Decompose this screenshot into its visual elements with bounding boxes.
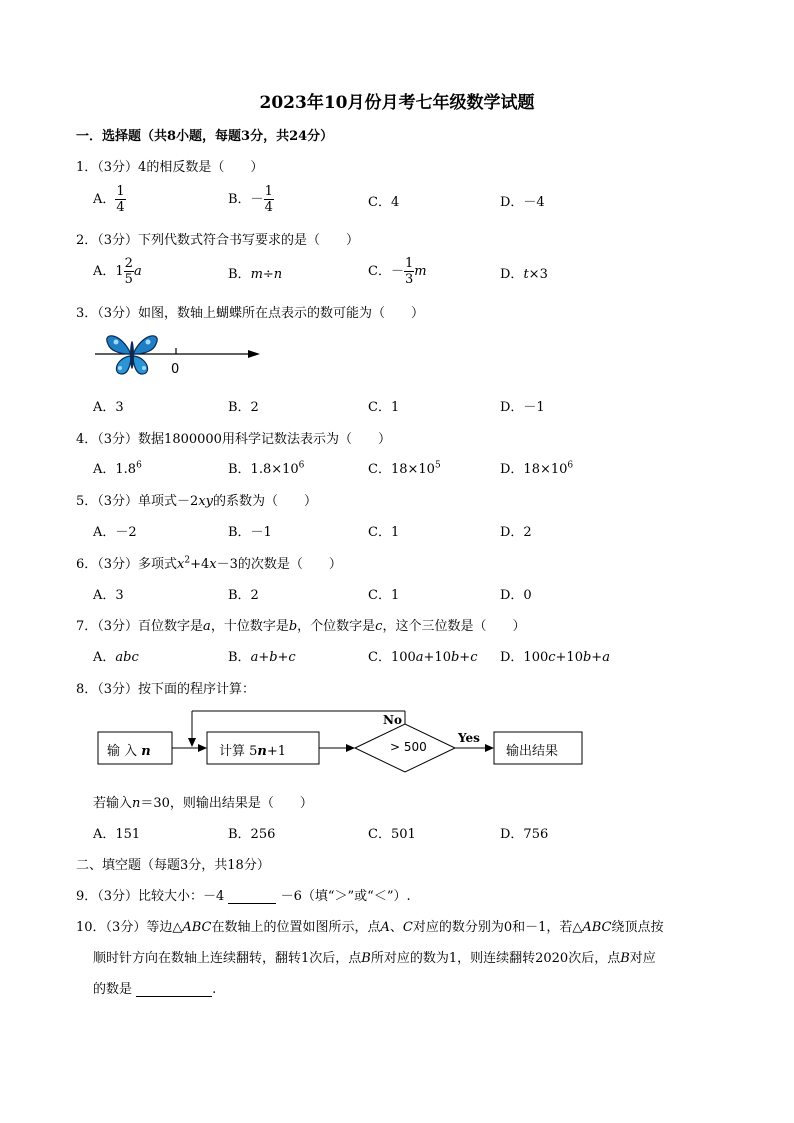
question-3-option-b[interactable]: B．2 bbox=[228, 400, 259, 415]
variable: n bbox=[132, 796, 141, 811]
question-5-option-d[interactable]: D．2 bbox=[500, 525, 532, 540]
stem-text: －6（填“＞”或“＜”）. bbox=[280, 889, 411, 904]
question-3-stem: 3．（3分）如图，数轴上蝴蝶所在点表示的数可能为（ ） bbox=[76, 306, 425, 321]
stem-text: 5．（3分）单项式－2 bbox=[76, 494, 199, 509]
stem-text: 10．（3分）等边△ bbox=[76, 920, 183, 935]
question-5-option-a[interactable]: A．－2 bbox=[93, 525, 137, 540]
label-text: +1 bbox=[266, 744, 287, 759]
question-10-line-1 bbox=[76, 916, 664, 935]
variable: n bbox=[257, 744, 267, 759]
expression: a+b+c bbox=[250, 650, 296, 665]
exponent: 6 bbox=[136, 460, 142, 471]
variable: b bbox=[450, 650, 460, 665]
fraction bbox=[115, 184, 125, 215]
fraction bbox=[264, 184, 274, 215]
question-8-option-b[interactable]: B．256 bbox=[228, 827, 276, 842]
question-10-line-3 bbox=[93, 978, 216, 997]
numerator: 1 bbox=[404, 256, 414, 271]
variable: x bbox=[209, 557, 217, 572]
denominator: 3 bbox=[404, 272, 414, 287]
variable: n bbox=[141, 744, 151, 759]
stem-text: －3的次数是（ ） bbox=[216, 557, 342, 572]
variable: t bbox=[523, 267, 529, 282]
variable: ABC bbox=[182, 920, 212, 935]
stem-text: 在数轴上的位置如图所示，点 bbox=[211, 920, 381, 935]
stem-text: . bbox=[212, 982, 217, 997]
stem-text: 6．（3分）多项式 bbox=[76, 557, 178, 572]
question-8-option-c[interactable]: C．501 bbox=[368, 827, 416, 842]
input-box-label bbox=[107, 740, 151, 759]
diamond-label: > 500 bbox=[390, 740, 427, 754]
question-2-option-d[interactable] bbox=[500, 263, 548, 282]
stem-text: 对应的数分别为0和－1，若△ bbox=[412, 920, 583, 935]
question-1-stem: 1．（3分）4的相反数是（ ） bbox=[76, 160, 264, 175]
question-1-option-b[interactable] bbox=[228, 184, 274, 215]
question-7-option-d[interactable] bbox=[500, 646, 610, 665]
page-title: 2023年10月份月考七年级数学试题 bbox=[259, 93, 535, 113]
no-label: No bbox=[383, 713, 402, 727]
butterfly-icon bbox=[107, 336, 157, 374]
expression-part: + bbox=[459, 650, 471, 665]
stem-text: +4 bbox=[190, 557, 210, 572]
question-2-option-b[interactable] bbox=[228, 263, 282, 282]
option-label: D．18×10 bbox=[500, 462, 568, 477]
question-1-option-a[interactable] bbox=[93, 184, 126, 215]
number-line-figure bbox=[90, 328, 270, 380]
question-9 bbox=[76, 885, 411, 904]
option-label: B． bbox=[228, 267, 251, 282]
exponent: 6 bbox=[567, 460, 574, 471]
variable: B bbox=[361, 951, 371, 966]
variable: c bbox=[548, 650, 556, 665]
question-8-option-d[interactable]: D．756 bbox=[500, 827, 549, 842]
numerator: 1 bbox=[116, 184, 125, 199]
fraction bbox=[124, 256, 134, 287]
stem-text: ，这个三位数是（ ） bbox=[382, 619, 526, 634]
arrow-head bbox=[198, 744, 207, 752]
calc-box-label bbox=[219, 740, 286, 759]
question-8-condition bbox=[93, 792, 313, 811]
option-label: B．－ bbox=[228, 192, 264, 207]
expression-rest: ×3 bbox=[528, 267, 548, 282]
fraction bbox=[404, 256, 414, 287]
question-5-option-c[interactable]: C．1 bbox=[368, 525, 400, 540]
variable: A bbox=[380, 920, 390, 935]
exponent: 6 bbox=[298, 460, 305, 471]
question-10-line-2 bbox=[93, 947, 656, 966]
stem-text: 的系数为（ ） bbox=[213, 494, 318, 509]
yes-label: Yes bbox=[458, 731, 480, 745]
question-6-option-b[interactable]: B．2 bbox=[228, 588, 259, 603]
variable: a bbox=[415, 650, 424, 665]
stem-text: 若输入 bbox=[93, 796, 133, 811]
question-4-option-d[interactable] bbox=[500, 458, 573, 477]
option-label: A．1 bbox=[93, 264, 124, 279]
question-6-stem bbox=[76, 553, 342, 572]
question-3-option-c[interactable]: C．1 bbox=[368, 400, 400, 415]
option-label: A． bbox=[93, 650, 116, 665]
stem-text: ，十位数字是 bbox=[210, 619, 289, 634]
question-4-option-a[interactable] bbox=[93, 458, 142, 477]
exponent: 2 bbox=[184, 555, 191, 566]
exponent: 5 bbox=[434, 460, 441, 471]
label-text: 输 入 bbox=[107, 744, 138, 759]
section-1-heading: 一．选择题（共8小题，每题3分，共24分） bbox=[76, 129, 334, 144]
option-label: D． bbox=[500, 267, 524, 282]
question-2-option-a[interactable] bbox=[93, 256, 142, 287]
question-3-option-d[interactable]: D．－1 bbox=[500, 400, 545, 415]
question-2-stem: 2．（3分）下列代数式符合书写要求的是（ ） bbox=[76, 233, 360, 248]
question-6-option-a[interactable]: A．3 bbox=[93, 588, 124, 603]
numerator: 1 bbox=[264, 184, 273, 199]
label-text: 计算 5 bbox=[219, 744, 258, 759]
question-8-stem: 8．（3分）按下面的程序计算： bbox=[76, 682, 256, 697]
variable: m bbox=[414, 264, 427, 279]
variable: B bbox=[620, 951, 630, 966]
expression: abc bbox=[115, 650, 139, 665]
question-2-option-c[interactable] bbox=[368, 256, 427, 287]
option-label: B．1.8×10 bbox=[228, 462, 299, 477]
axis-arrow bbox=[248, 350, 260, 358]
variable: a bbox=[133, 264, 142, 279]
variable: a bbox=[602, 650, 610, 665]
answer-blank[interactable] bbox=[228, 903, 276, 904]
stem-text: 对应 bbox=[629, 951, 656, 966]
variable: c bbox=[470, 650, 478, 665]
variable: ABC bbox=[582, 920, 612, 935]
stem-text: 绕顶点按 bbox=[611, 920, 664, 935]
question-4-option-c[interactable] bbox=[368, 458, 441, 477]
stem-text: 的数是 bbox=[93, 982, 133, 997]
output-box-label: 输出结果 bbox=[506, 744, 559, 759]
question-6-option-d[interactable]: D．0 bbox=[500, 588, 532, 603]
question-4-stem: 4．（3分）数据1800000用科学记数法表示为（ ） bbox=[76, 432, 391, 447]
arrow-head bbox=[346, 744, 355, 752]
question-4-option-b[interactable] bbox=[228, 458, 304, 477]
question-7-stem bbox=[76, 615, 525, 634]
variable: xy bbox=[198, 494, 214, 509]
option-label: C．18×10 bbox=[368, 462, 435, 477]
question-7-option-a[interactable] bbox=[93, 646, 139, 665]
option-label: A．1.8 bbox=[93, 462, 137, 477]
option-label: B． bbox=[228, 650, 251, 665]
question-8-option-a[interactable]: A．151 bbox=[93, 827, 141, 842]
variable: x bbox=[177, 557, 185, 572]
stem-text: 7．（3分）百位数字是 bbox=[76, 619, 204, 634]
stem-text: ＝30，则输出结果是（ ） bbox=[140, 796, 313, 811]
question-1-option-c[interactable]: C．4 bbox=[368, 195, 400, 210]
denominator: 4 bbox=[116, 200, 125, 215]
option-label: D．100 bbox=[500, 650, 549, 665]
section-2-heading: 二、填空题（每题3分，共18分） bbox=[76, 858, 270, 873]
expression: m÷n bbox=[250, 267, 283, 282]
option-label: A． bbox=[93, 192, 116, 207]
stem-text: ，个位数字是 bbox=[297, 619, 376, 634]
option-label: C．－ bbox=[368, 264, 404, 279]
question-5-stem bbox=[76, 490, 317, 509]
question-7-option-c[interactable] bbox=[368, 646, 477, 665]
question-3-option-a[interactable]: A．3 bbox=[93, 400, 124, 415]
stem-text: 顺时针方向在数轴上连续翻转，翻转1次后，点 bbox=[93, 951, 362, 966]
zero-label: 0 bbox=[171, 362, 180, 377]
question-5-option-b[interactable]: B．－1 bbox=[228, 525, 272, 540]
option-label: C．100 bbox=[368, 650, 416, 665]
variable: c bbox=[375, 619, 383, 634]
expression-part: +10 bbox=[423, 650, 451, 665]
arrow-head bbox=[188, 738, 196, 747]
variable: b bbox=[582, 650, 592, 665]
denominator: 5 bbox=[124, 272, 133, 287]
stem-text: 所对应的数为1，则连续翻转2020次后，点 bbox=[370, 951, 621, 966]
variable: a bbox=[203, 619, 211, 634]
answer-blank[interactable] bbox=[136, 996, 212, 997]
question-6-option-c[interactable]: C．1 bbox=[368, 588, 400, 603]
expression-part: +10 bbox=[555, 650, 583, 665]
denominator: 4 bbox=[264, 200, 273, 215]
numerator: 2 bbox=[124, 256, 133, 271]
question-7-option-b[interactable] bbox=[228, 646, 296, 665]
stem-text: 、 bbox=[389, 920, 403, 935]
stem-text: 9．（3分）比较大小：－4 bbox=[76, 889, 225, 904]
variable: C bbox=[402, 920, 413, 935]
variable: b bbox=[288, 619, 298, 634]
arrow-head bbox=[485, 744, 494, 752]
expression-part: + bbox=[591, 650, 603, 665]
question-1-option-d[interactable]: D．－4 bbox=[500, 195, 545, 210]
